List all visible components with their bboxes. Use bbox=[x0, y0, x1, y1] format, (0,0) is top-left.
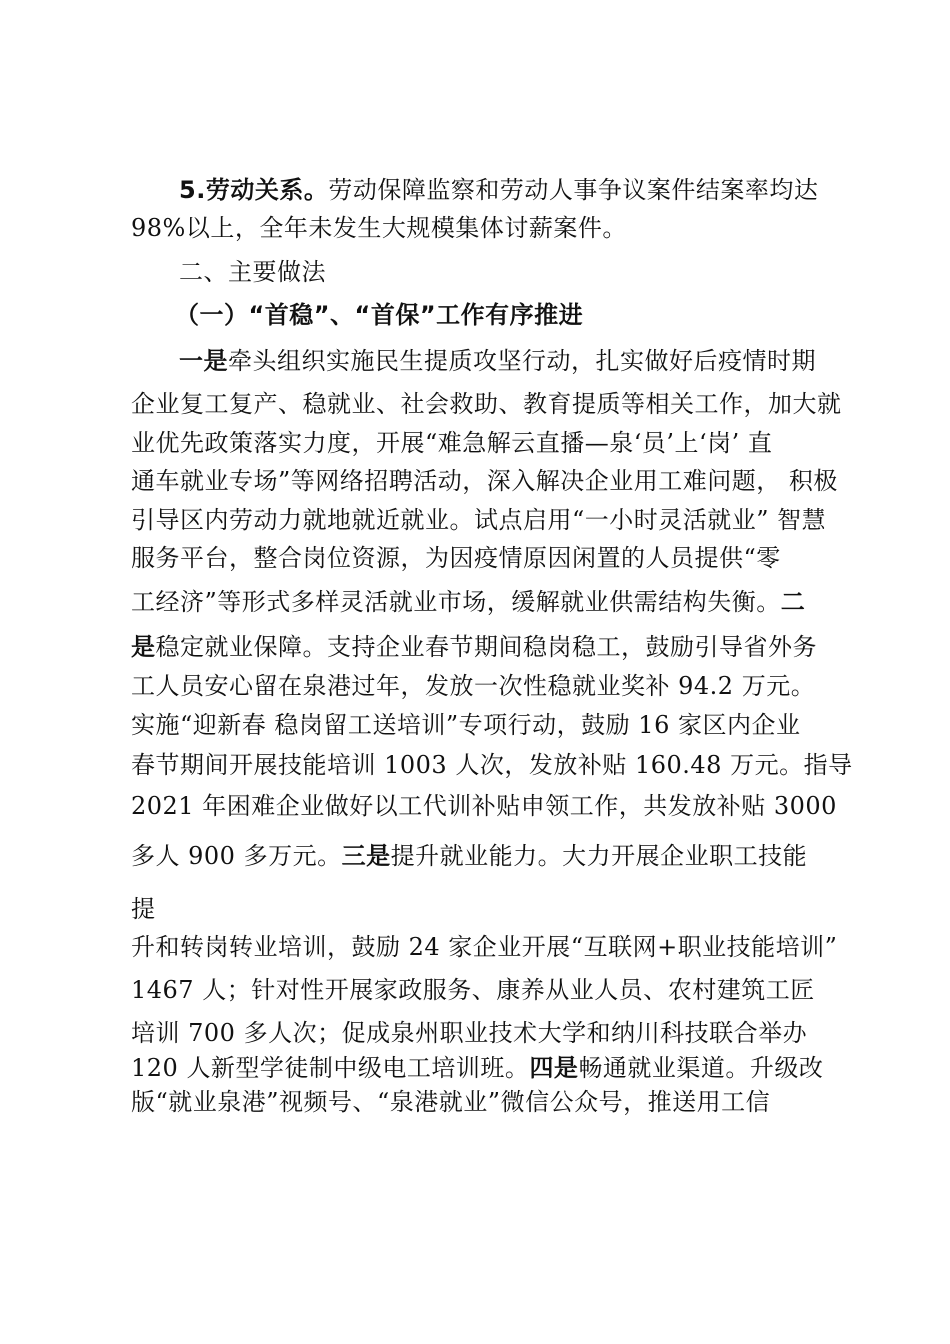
para-line-1 bbox=[179, 346, 816, 376]
section5-label: 5.劳动关系。 bbox=[179, 176, 329, 204]
subheading-1: （一）“首稳”、“首保”工作有序推进 bbox=[175, 301, 584, 329]
point-four-label: 四是 bbox=[529, 1054, 579, 1082]
para-line-19: 版“就业泉港”视频号、“泉港就业”微信公众号，推送用工信 bbox=[131, 1088, 771, 1116]
para-line-6: 服务平台，整合岗位资源，为因疫情原因闲置的人员提供“零 bbox=[131, 544, 781, 572]
para-line-7 bbox=[131, 587, 805, 617]
para-line-9: 工人员安心留在泉港过年，发放一次性稳就业奖补 94.2 万元。 bbox=[131, 672, 816, 700]
point-two-label-a: 二 bbox=[780, 588, 806, 616]
para-line-8 bbox=[131, 632, 817, 662]
section5-line2: 98%以上，全年未发生大规模集体讨薪案件。 bbox=[131, 214, 627, 242]
para-line-13 bbox=[131, 841, 807, 871]
point-three-label: 三是 bbox=[341, 842, 391, 870]
para-line-13-text: 多人 900 多万元。 bbox=[131, 842, 342, 870]
para-line-16: 1467 人；针对性开展家政服务、康养从业人员、农村建筑工匠 bbox=[131, 976, 815, 1004]
para-line-18 bbox=[131, 1053, 823, 1083]
point-two-label-b: 是 bbox=[131, 633, 156, 661]
section5-line1 bbox=[179, 175, 818, 205]
para-line-18-text: 120 人新型学徒制中级电工培训班。 bbox=[131, 1054, 530, 1082]
point-one-label: 一是 bbox=[179, 347, 228, 375]
para-line-12: 2021 年困难企业做好以工代训补贴申领工作，共发放补贴 3000 bbox=[131, 792, 837, 820]
para-line-1-text: 牵头组织实施民生提质攻坚行动，扎实做好后疫情时期 bbox=[228, 347, 816, 375]
para-line-17: 培训 700 多人次；促成泉州职业技术大学和纳川科技联合举办 bbox=[131, 1019, 808, 1047]
para-line-11: 春节期间开展技能培训 1003 人次，发放补贴 160.48 万元。指导 bbox=[131, 751, 853, 779]
section5-text: 劳动保障监察和劳动人事争议案件结案率均达 bbox=[328, 176, 819, 204]
para-line-3: 业优先政策落实力度，开展“难急解云直播—泉‘员’上‘岗’ 直 bbox=[131, 429, 773, 457]
para-line-14: 提 bbox=[131, 895, 156, 923]
para-line-18-text2: 畅通就业渠道。升级改 bbox=[578, 1054, 824, 1082]
para-line-8-text: 稳定就业保障。支持企业春节期间稳岗稳工，鼓励引导省外务 bbox=[155, 633, 817, 661]
para-line-15: 升和转岗转业培训，鼓励 24 家企业开展“互联网+职业技能培训” bbox=[131, 933, 838, 961]
para-line-7-text: 工经济”等形式多样灵活就业市场，缓解就业供需结构失衡。 bbox=[131, 588, 781, 616]
para-line-13-text2: 提升就业能力。大力开展企业职工技能 bbox=[390, 842, 808, 870]
para-line-4: 通车就业专场”等网络招聘活动，深入解决企业用工难问题， 积极 bbox=[131, 467, 838, 495]
para-line-5: 引导区内劳动力就地就近就业。试点启用“一小时灵活就业” 智慧 bbox=[131, 506, 827, 534]
para-line-10: 实施“迎新春 稳岗留工送培训”专项行动，鼓励 16 家区内企业 bbox=[131, 711, 801, 739]
heading-2: 二、主要做法 bbox=[179, 258, 326, 286]
para-line-2: 企业复工复产、稳就业、社会救助、教育提质等相关工作，加大就 bbox=[131, 390, 842, 418]
